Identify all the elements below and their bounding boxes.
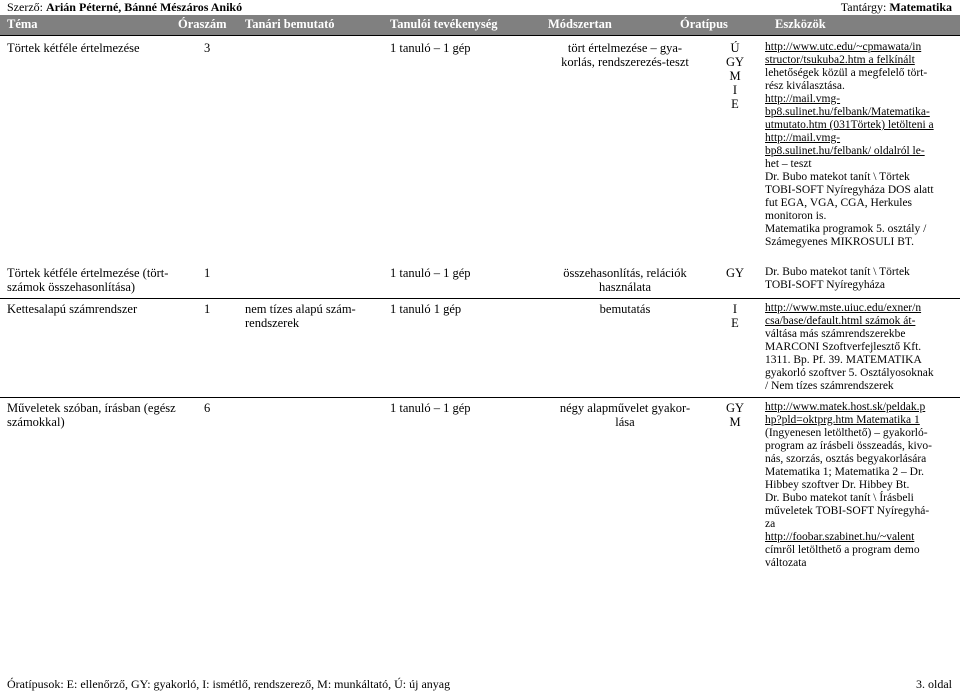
document-header bbox=[7, 0, 952, 15]
lesson-type-legend: Óratípusok: E: ellenőrző, GY: gyakorló, I: ismétlő, rendszerező, M: munkáltató, Ú: új anyag bbox=[7, 677, 451, 691]
cell-line: GY bbox=[725, 55, 745, 69]
cell-line: 1 bbox=[204, 266, 211, 280]
cell-line: Ú bbox=[730, 41, 740, 55]
cell-line: GY bbox=[725, 266, 745, 280]
row-rule bbox=[0, 397, 960, 398]
cell-line: I bbox=[732, 83, 738, 97]
tools-line: gyakorló szoftver 5. Osztályosoknak bbox=[765, 367, 934, 379]
header-rule bbox=[0, 35, 960, 36]
cell-line: számokkal) bbox=[7, 415, 65, 429]
hours-cell bbox=[204, 41, 244, 55]
cell-line: 1 tanuló 1 gép bbox=[390, 302, 462, 316]
tools-cell bbox=[765, 266, 957, 292]
tools-line: / Nem tízes számrendszerek bbox=[765, 380, 894, 392]
cell-line: 1 tanuló – 1 gép bbox=[390, 401, 471, 415]
cell-line: számok összehasonlítása) bbox=[7, 280, 136, 294]
cell-line: 1 tanuló – 1 gép bbox=[390, 266, 471, 280]
cell-line: négy alapművelet gyakor- bbox=[559, 401, 691, 415]
cell-line: M bbox=[729, 69, 741, 83]
tools-line[interactable]: http://foobar.szabinet.hu/~valent bbox=[765, 531, 915, 543]
cell-line: összehasonlítás, relációk bbox=[563, 266, 687, 280]
cell-line: E bbox=[731, 97, 739, 111]
subject-value: Matematika bbox=[889, 0, 952, 14]
page-footer bbox=[7, 677, 952, 691]
cell-line: nem tízes alapú szám- bbox=[245, 302, 356, 316]
tools-line: Számegyenes MIKROSULI BT. bbox=[765, 236, 914, 248]
cell-line: használata bbox=[598, 280, 652, 294]
student-activity-cell bbox=[390, 401, 545, 415]
tools-cell bbox=[765, 302, 957, 393]
cell-line: 6 bbox=[204, 401, 211, 415]
method-cell bbox=[545, 401, 705, 429]
cell-line: Törtek kétféle értelmezése (tört- bbox=[7, 266, 169, 280]
cell-line: Kettesalapú számrendszer bbox=[7, 302, 138, 316]
tools-line: Dr. Bubo matekot tanít \ Írásbeli bbox=[765, 492, 914, 504]
tools-line: monitoron is. bbox=[765, 210, 827, 222]
tools-line: za bbox=[765, 518, 776, 530]
hours-cell bbox=[204, 266, 244, 280]
col-header-teacher: Tanári bemutató bbox=[245, 17, 335, 31]
tools-line: Matematika programok 5. osztály / bbox=[765, 223, 927, 235]
cell-line: 3 bbox=[204, 41, 211, 55]
subject-label: Tantárgy: bbox=[840, 0, 887, 14]
tools-line[interactable]: bp8.sulinet.hu/felbank/Matematika- bbox=[765, 106, 930, 118]
method-cell bbox=[545, 302, 705, 316]
hours-cell bbox=[204, 302, 244, 316]
lesson-type-cell bbox=[706, 41, 764, 111]
tools-line: változata bbox=[765, 557, 807, 569]
author-label: Szerző: bbox=[7, 0, 43, 14]
col-header-method: Módszertan bbox=[548, 17, 612, 31]
col-header-tools: Eszközök bbox=[775, 17, 826, 31]
cell-line: Műveletek szóban, írásban (egész bbox=[7, 401, 176, 415]
tools-line: váltása más számrendszerekbe bbox=[765, 328, 906, 340]
tools-line: műveletek TOBI-SOFT Nyíregyhá- bbox=[765, 505, 930, 517]
cell-line: 1 tanuló – 1 gép bbox=[390, 41, 471, 55]
topic-cell bbox=[7, 41, 202, 55]
tools-line: fut EGA, VGA, CGA, Herkules bbox=[765, 197, 913, 209]
tools-cell bbox=[765, 401, 957, 570]
cell-line: E bbox=[731, 316, 739, 330]
cell-line: korlás, rendszerezés-teszt bbox=[561, 55, 689, 69]
tools-line[interactable]: csa/base/default.html számok át- bbox=[765, 315, 916, 327]
tools-line: het – teszt bbox=[765, 158, 812, 170]
lesson-type-cell bbox=[706, 401, 764, 429]
method-cell bbox=[545, 266, 705, 294]
teacher-demo-cell bbox=[245, 302, 385, 330]
tools-line[interactable]: structor/tsukuba2.htm a felkínált bbox=[765, 54, 915, 66]
student-activity-cell bbox=[390, 41, 545, 55]
lesson-type-cell bbox=[706, 302, 764, 330]
tools-line: Dr. Bubo matekot tanít \ Törtek bbox=[765, 171, 910, 183]
tools-line[interactable]: http://www.mste.uiuc.edu/exner/n bbox=[765, 302, 922, 314]
tools-line: Hibbey szoftver Dr. Hibbey Bt. bbox=[765, 479, 910, 491]
tools-line: TOBI-SOFT Nyíregyháza DOS alatt bbox=[765, 184, 934, 196]
tools-line: 1311. Bp. Pf. 39. MATEMATIKA bbox=[765, 354, 922, 366]
col-header-type: Óratípus bbox=[680, 17, 728, 31]
subject-line bbox=[841, 0, 952, 15]
tools-line: címről letölthető a program demo bbox=[765, 544, 920, 556]
tools-line[interactable]: bp8.sulinet.hu/felbank/ oldalról le- bbox=[765, 145, 925, 157]
student-activity-cell bbox=[390, 266, 545, 280]
col-header-student: Tanulói tevékenység bbox=[390, 17, 498, 31]
cell-line: rendszerek bbox=[245, 316, 300, 330]
tools-line: Dr. Bubo matekot tanít \ Törtek bbox=[765, 266, 910, 278]
tools-line[interactable]: hp?pld=oktprg.htm Matematika 1 bbox=[765, 414, 920, 426]
hours-cell bbox=[204, 401, 244, 415]
tools-cell bbox=[765, 41, 957, 249]
tools-line: (Ingyenesen letölthető) – gyakorló- bbox=[765, 427, 928, 439]
tools-line[interactable]: http://mail.vmg- bbox=[765, 132, 841, 144]
cell-line: lása bbox=[615, 415, 635, 429]
page-number: 3. oldal bbox=[916, 677, 952, 691]
author-line bbox=[7, 0, 242, 15]
table-header bbox=[0, 15, 960, 35]
topic-cell bbox=[7, 401, 202, 429]
tools-line[interactable]: http://www.matek.host.sk/peldak.p bbox=[765, 401, 926, 413]
author-value: Arián Péterné, Bánné Mészáros Anikó bbox=[45, 0, 243, 14]
tools-line[interactable]: http://www.utc.edu/~cpmawata/in bbox=[765, 41, 922, 53]
cell-line: 1 bbox=[204, 302, 211, 316]
col-header-topic: Téma bbox=[7, 17, 38, 31]
tools-line: program az írásbeli összeadás, kivo- bbox=[765, 440, 933, 452]
tools-line: rész kiválasztása. bbox=[765, 80, 845, 92]
cell-line: M bbox=[729, 415, 741, 429]
tools-line: lehetőségek közül a megfelelő tört- bbox=[765, 67, 928, 79]
topic-cell bbox=[7, 266, 202, 294]
cell-line: I bbox=[732, 302, 738, 316]
tools-line: MARCONI Szoftverfejlesztő Kft. bbox=[765, 341, 922, 353]
cell-line: tört értelmezése – gya- bbox=[567, 41, 683, 55]
cell-line: GY bbox=[725, 401, 745, 415]
tools-line: nás, szorzás, osztás begyakorlására bbox=[765, 453, 927, 465]
tools-line: Matematika 1; Matematika 2 – Dr. bbox=[765, 466, 925, 478]
cell-line: bemutatás bbox=[599, 302, 651, 316]
row-rule bbox=[0, 298, 960, 299]
tools-line[interactable]: utmutato.htm (031Törtek) letölteni a bbox=[765, 119, 934, 131]
student-activity-cell bbox=[390, 302, 545, 316]
col-header-hours: Óraszám bbox=[178, 17, 227, 31]
cell-line: Törtek kétféle értelmezése bbox=[7, 41, 140, 55]
lesson-type-cell bbox=[706, 266, 764, 280]
tools-line[interactable]: http://mail.vmg- bbox=[765, 93, 841, 105]
tools-line: TOBI-SOFT Nyíregyháza bbox=[765, 279, 885, 291]
topic-cell bbox=[7, 302, 202, 316]
method-cell bbox=[545, 41, 705, 69]
